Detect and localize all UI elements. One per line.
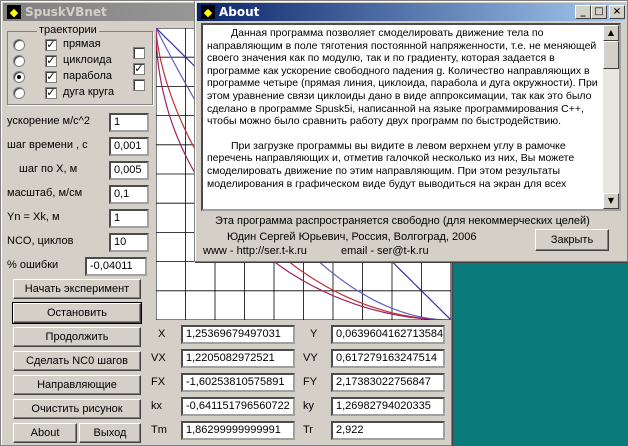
guides-button[interactable]: Направляющие <box>13 375 141 395</box>
trajectory-checkbox-3[interactable]: ✓ <box>46 86 56 99</box>
param-field-0[interactable]: 1 <box>109 113 149 132</box>
x-value-field[interactable]: 1,25369679497031 <box>181 325 295 344</box>
param-field-3[interactable]: 0,1 <box>109 185 149 204</box>
fy-value-field[interactable]: 2,17383022756847 <box>331 373 445 392</box>
close-window-button[interactable]: × <box>609 5 625 19</box>
scroll-down-arrow-icon[interactable]: ▼ <box>603 193 619 209</box>
trajectory-extra-checkbox-0[interactable] <box>133 47 145 59</box>
param-label-4: Yn = Xk, м <box>7 211 60 223</box>
about-titlebar[interactable] <box>197 3 625 21</box>
trajectory-checkbox-1[interactable]: ✓ <box>46 54 56 67</box>
param-label-1: шаг времени , с <box>7 139 88 151</box>
param-field-4[interactable]: 1 <box>109 209 149 228</box>
trajectory-label-0: прямая <box>63 38 101 50</box>
fx-value-field[interactable]: -1,60253810575891 <box>181 373 295 392</box>
exit-button[interactable]: Выход <box>79 423 141 443</box>
param-field-1[interactable]: 0,001 <box>109 137 149 156</box>
vy-label: VY <box>303 352 318 364</box>
about-title: About <box>219 5 260 19</box>
app-icon: ◆ <box>7 5 21 19</box>
tr-value-field[interactable]: 2,922 <box>331 421 445 440</box>
kx-value-field[interactable]: -0,641151796560722 <box>181 397 295 416</box>
trajectory-label-2: парабола <box>63 70 113 82</box>
trajectory-extra-checkbox-2[interactable] <box>133 79 145 91</box>
trajectory-label-1: циклоида <box>63 54 112 66</box>
y-value-field[interactable]: 0,0639604162713584 <box>331 325 445 344</box>
param-label-0: ускорение м/с^2 <box>7 115 90 127</box>
tm-value-field[interactable]: 1,86299999999991 <box>181 421 295 440</box>
start-experiment-button[interactable]: Начать эксперимент <box>13 279 141 299</box>
vertical-scrollbar[interactable] <box>603 25 619 209</box>
about-window <box>194 0 628 262</box>
trajectory-extra-checkbox-1[interactable]: ✓ <box>134 62 144 75</box>
param-field-2[interactable]: 0,005 <box>109 161 149 180</box>
trajectory-label-3: дуга круга <box>63 86 115 98</box>
trajectory-checkbox-2[interactable]: ✓ <box>46 70 56 83</box>
param-field-5[interactable]: 10 <box>109 233 149 252</box>
param-label-2: шаг по X, м <box>19 163 78 175</box>
ky-value-field[interactable]: 1,26982794020335 <box>331 397 445 416</box>
author-text: Юдин Сергей Юрьевич, Россия, Волгоград, 2006 <box>227 231 477 243</box>
clear-picture-button[interactable]: Очистить рисунок <box>13 399 141 419</box>
trajectory-checkbox-0[interactable]: ✓ <box>46 38 56 51</box>
ky-label: ky <box>303 400 314 412</box>
maximize-button[interactable]: □ <box>591 5 607 19</box>
minimize-button[interactable]: _ <box>575 5 591 19</box>
trajectory-radio-2[interactable] <box>13 71 25 83</box>
about-paragraph-2: При загрузке программы вы видите в левом верхнем углу в рамочке перечень направляющих и, отметив галочкой несколько из них, Вы можете смоделировать движение по этим направляющим. При этом результаты моделирования в графическом виде будут выводиться на экран для всех <box>207 139 575 190</box>
close-about-button[interactable]: Закрыть <box>535 229 609 251</box>
tr-label: Tr <box>303 424 313 436</box>
trajectory-radio-1[interactable] <box>13 55 25 67</box>
tm-label: Tm <box>151 424 167 436</box>
free-distribution-text: Эта программа распространяется свободно (для некоммерческих целей) <box>215 215 590 227</box>
param-field-6[interactable]: -0,04011 <box>85 257 147 276</box>
kx-label: kx <box>151 400 162 412</box>
trajectory-radio-0[interactable] <box>13 39 25 51</box>
y-label: Y <box>310 328 318 340</box>
continue-button[interactable]: Продолжить <box>13 327 141 347</box>
param-label-3: масштаб, м/см <box>7 187 83 199</box>
fy-label: FY <box>303 376 318 388</box>
about-app-icon: ◆ <box>201 5 215 19</box>
vy-value-field[interactable]: 0,617279163247514 <box>331 349 445 368</box>
vx-value-field[interactable]: 1,2205082972521 <box>181 349 295 368</box>
vx-label: VX <box>151 352 166 364</box>
param-label-6: % ошибки <box>7 259 59 271</box>
website-link[interactable]: www - http://ser.t-k.ru <box>203 245 307 257</box>
stop-button[interactable]: Остановить <box>13 303 141 323</box>
param-label-5: NCO, циклов <box>7 235 74 247</box>
x-label: X <box>158 328 166 340</box>
fx-label: FX <box>151 376 166 388</box>
trajectory-radio-3[interactable] <box>13 87 25 99</box>
trajectories-group-title: траектории <box>39 24 97 36</box>
about-text-memo[interactable] <box>201 23 621 211</box>
scroll-thumb[interactable] <box>603 41 619 69</box>
about-button[interactable]: About <box>13 423 77 443</box>
email-link[interactable]: email - ser@t-k.ru <box>341 245 429 257</box>
scroll-up-arrow-icon[interactable]: ▲ <box>603 25 619 41</box>
main-title: SpuskVBnet <box>25 5 107 19</box>
nco-steps-button[interactable]: Сделать NC0 шагов <box>13 351 141 371</box>
about-paragraph-1: Данная программа позволяет смоделировать движение тела по направляющим в поле тяготения постоянной напряженности, т.е. не меняющей своего значения как по модулю, так и по градиенту, которая задается в программе как ускорение свободного падения g. Количество направляющих в программе четыре (прямая линия, циклоида, парабола и дуга окружности). При этом уравнение связи циклоиды дано в виде аппроксимации, так как это было сделано в программе Spusk5i, написанной на языке программирования С++, чтобы можно было сравнить работу двух программ по быстродействию. <box>207 27 598 128</box>
